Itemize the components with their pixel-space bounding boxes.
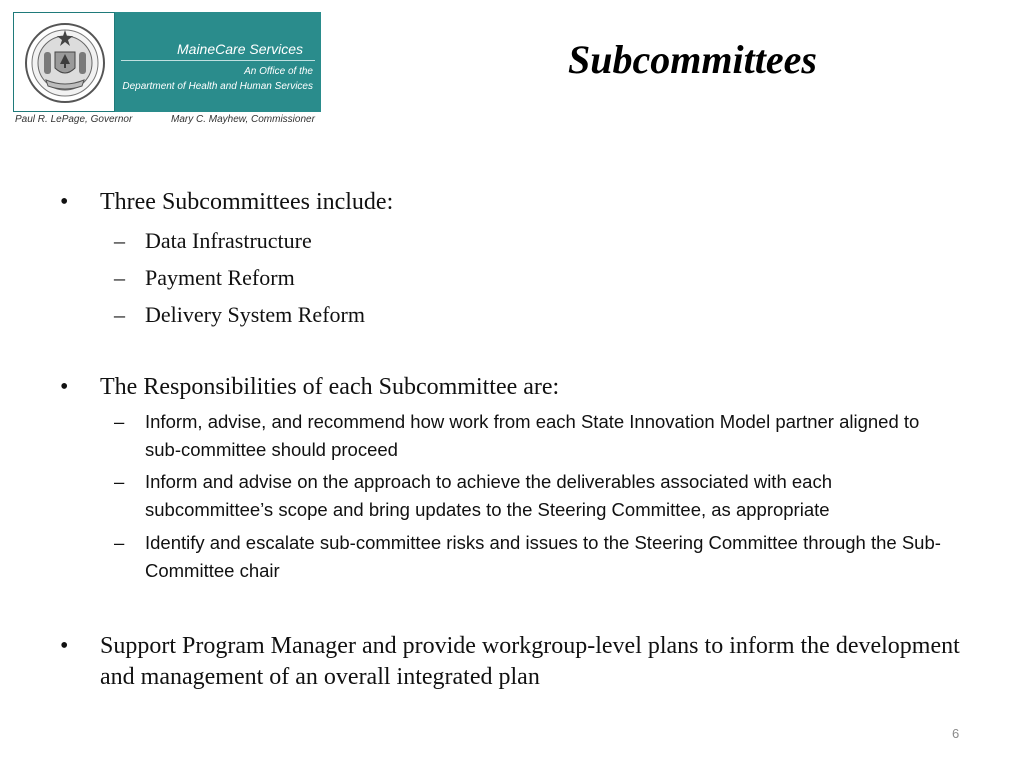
sub-item-inform-advise-approach: [114, 468, 944, 524]
bullet-text: Support Program Manager and provide workgroup-level plans to inform the development and management of an overall integrated plan: [100, 633, 960, 690]
sub-item-text: Identify and escalate sub-committee risks and issues to the Steering Committee through the Sub-Committee chair: [145, 532, 941, 581]
sub-item-text: Delivery System Reform: [145, 302, 365, 327]
bullet-text: The Responsibilities of each Subcommittee are:: [100, 374, 560, 400]
sub-item-data-infrastructure: [114, 228, 312, 254]
logo-org-name: MaineCare Services: [177, 41, 304, 57]
sub-item-text: Inform, advise, and recommend how work from each State Innovation Model partner aligned to sub-committee should proceed: [145, 411, 920, 460]
logo-governor: Paul R. LePage, Governor: [15, 114, 133, 125]
bullet-support-program-manager: [60, 631, 960, 693]
logo-tagline-2: Department of Health and Human Services: [122, 81, 313, 92]
sub-item-text: Inform and advise on the approach to achieve the deliverables associated with each subcommittee’s scope and bring updates to the Steering Committee, as appropriate: [145, 471, 832, 520]
mainecare-logo-banner: [13, 12, 321, 112]
sub-dash: –: [114, 302, 125, 327]
logo-commissioner: Mary C. Mayhew, Commissioner: [171, 114, 315, 125]
bullet-dot: •: [60, 374, 69, 400]
page-number: 6: [952, 726, 960, 741]
bullet-dot: •: [60, 189, 69, 215]
state-seal-icon: [24, 22, 106, 104]
bullet-responsibilities: [60, 372, 960, 403]
logo-divider: [121, 60, 315, 61]
logo-teal-panel: [115, 12, 321, 112]
slide-title: Subcommittees: [568, 37, 817, 82]
sub-item-payment-reform: [114, 265, 295, 291]
sub-dash: –: [114, 411, 125, 432]
bullet-dot: •: [60, 633, 69, 659]
sub-dash: –: [114, 228, 125, 253]
sub-item-text: Payment Reform: [145, 265, 295, 290]
sub-item-inform-advise-recommend: [114, 408, 944, 464]
sub-item-delivery-system-reform: [114, 302, 365, 328]
sub-item-text: Data Infrastructure: [145, 228, 312, 253]
sub-dash: –: [114, 265, 125, 290]
bullet-subcommittees: [60, 187, 960, 218]
bullet-text: Three Subcommittees include:: [100, 189, 394, 215]
sub-item-identify-escalate: [114, 529, 944, 585]
sub-dash: –: [114, 532, 125, 553]
sub-dash: –: [114, 471, 125, 492]
logo-tagline-1: An Office of the: [244, 66, 313, 77]
logo-seal-panel: [13, 12, 115, 112]
